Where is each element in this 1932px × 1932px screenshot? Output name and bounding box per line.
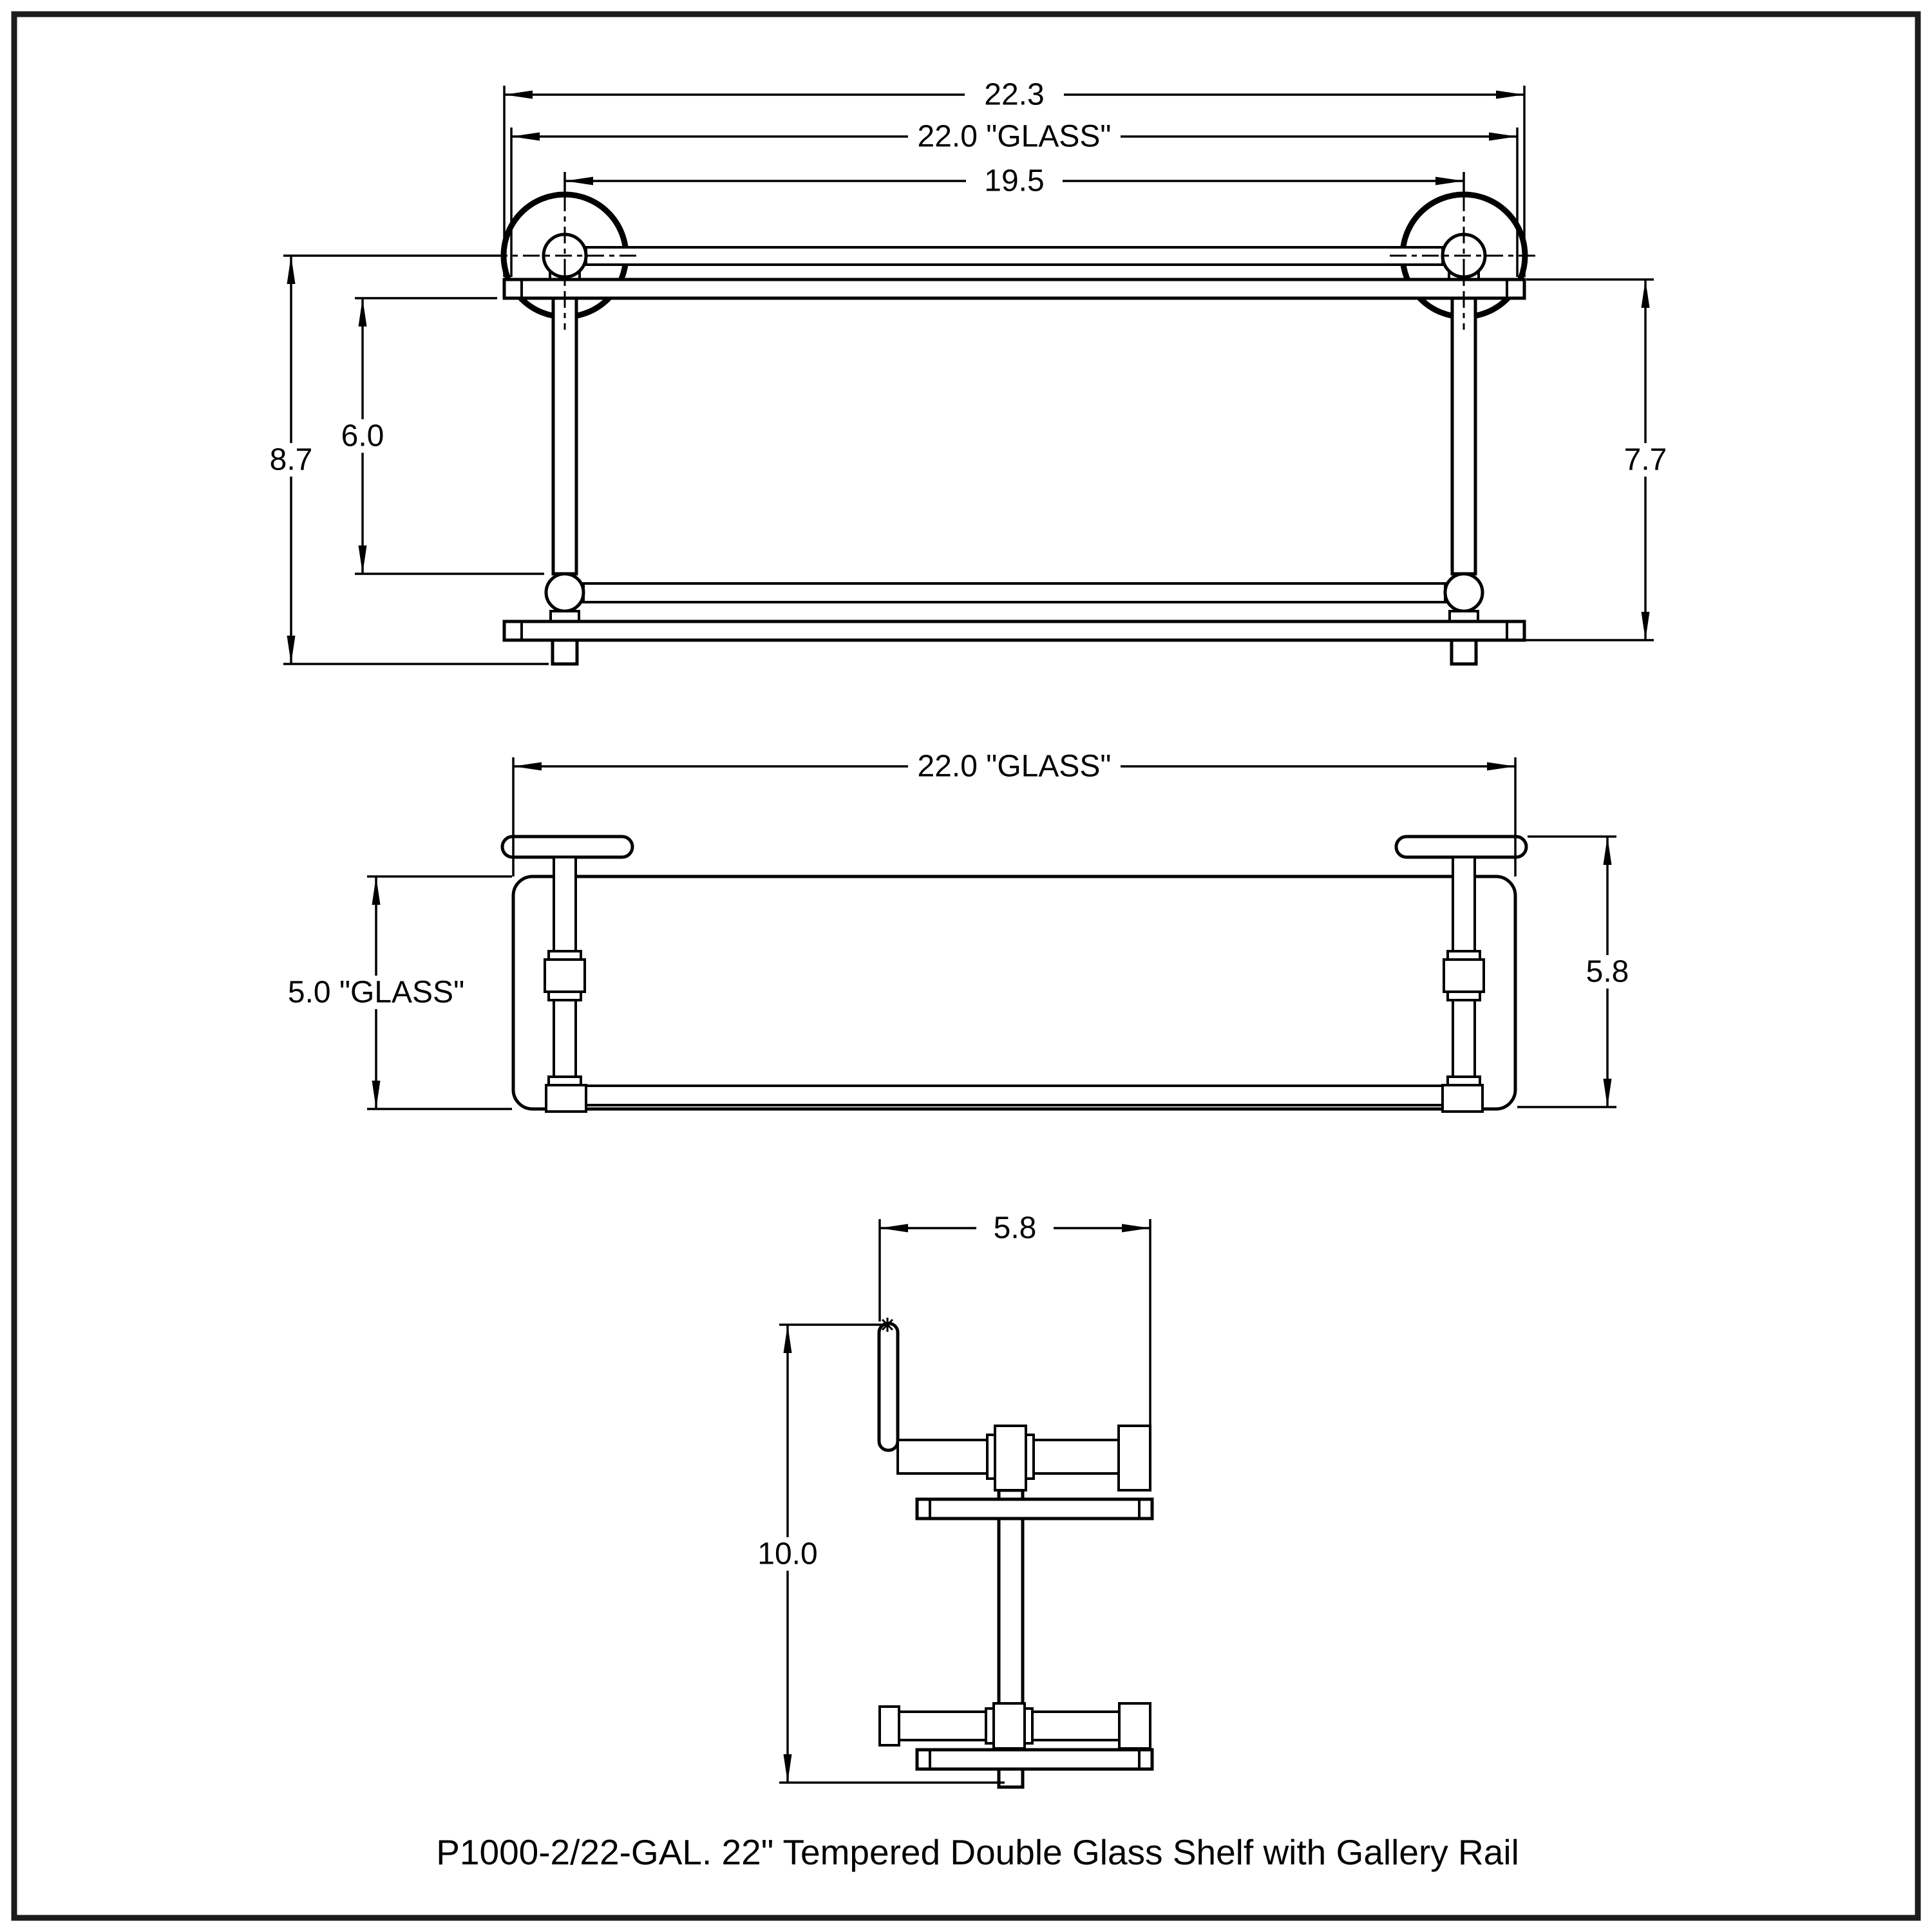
upper-gallery-rail [586, 247, 1443, 265]
drawing-caption: P1000-2/22-GAL. 22" Tempered Double Glass Shelf with Gallery Rail [436, 1832, 1519, 1872]
right-ball-joint [1445, 574, 1482, 611]
left-bottom-finial [553, 640, 577, 664]
glass-shelf-outline [513, 876, 1515, 1109]
dimension-label: 6.0 [341, 419, 384, 453]
left-support-post [553, 298, 576, 574]
dimension-label: 22.0 "GLASS" [917, 749, 1112, 784]
upper-arm-end-cap [1119, 1426, 1150, 1490]
dimension-label: 5.8 [1586, 954, 1629, 989]
dimension-label: 7.7 [1624, 442, 1667, 477]
left-wall-plate-top [502, 837, 632, 857]
right-rail-elbow [1443, 1085, 1482, 1112]
dimension-label: 8.7 [269, 442, 313, 477]
right-bottom-finial [1452, 640, 1476, 664]
dimension-label: 5.8 [993, 1211, 1037, 1245]
upper-glass-shelf-edge [917, 1499, 1152, 1519]
dimension-label: 22.0 "GLASS" [917, 119, 1112, 154]
bottom-finial-side [999, 1769, 1023, 1787]
lower-gallery-rail [583, 583, 1445, 602]
lower-rail-right-cap [1119, 1703, 1150, 1748]
right-support-post [1452, 298, 1475, 574]
dimension-label: 10.0 [757, 1537, 818, 1571]
support-post-side [999, 1490, 1023, 1705]
dimension-label: 5.0 "GLASS" [287, 975, 465, 1010]
plan-gallery-rail [586, 1086, 1443, 1105]
upper-glass-shelf [504, 279, 1524, 298]
right-wall-plate-top [1396, 837, 1526, 857]
lower-rail-left-cap [880, 1707, 899, 1745]
left-rail-elbow [546, 1085, 586, 1112]
lower-glass-shelf [504, 621, 1524, 640]
dimension-label: 19.5 [984, 164, 1045, 198]
wall-plate-side [879, 1323, 898, 1450]
left-ball-joint [546, 574, 583, 611]
dimension-label: 22.3 [984, 77, 1045, 112]
lower-glass-shelf-edge [917, 1750, 1152, 1769]
